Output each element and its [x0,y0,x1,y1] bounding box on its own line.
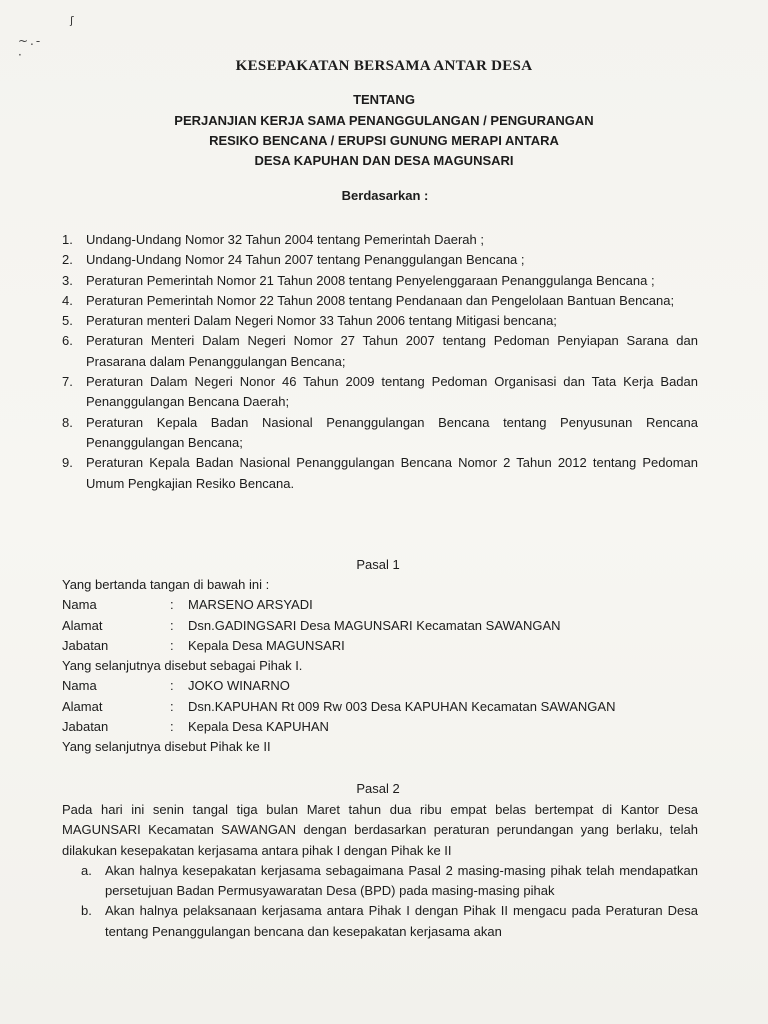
reference-number: 3. [62,272,73,288]
reference-item [62,311,698,331]
party2-note: Yang selanjutnya disebut Pihak ke II [62,739,271,755]
field-colon: : [170,617,174,633]
pasal-2-intro: Pada hari ini senin tangal tiga bulan Maret tahun dua ribu empat belas bertempat di Kantor Desa MAGUNSARI Kecamatan SAWANGAN dengan berdasarkan peraturan perundangan yang berlaku, telah dilakukan kesepakatan kerjasama antara pihak I dengan Pihak ke II [62,802,698,858]
reference-number: 2. [62,252,73,268]
item-text: Akan halnya pelaksanaan kerjasama antara Pihak I dengan Pihak II mengacu pada Peraturan Desa tentang Penanggulangan bencana dan kesepakatan kerjasama akan [105,903,698,939]
field-label: Jabatan [62,719,109,735]
field-colon: : [170,637,174,653]
item-text: Akan halnya kesepakatan kerjasama sebagaimana Pasal 2 masing-masing pihak telah mendapatkan persetujuan Badan Permusyawaratan Desa (BPD) pada masing-masing pihak [105,862,698,899]
reference-item [62,331,698,372]
reference-number: 9. [62,455,73,471]
pasal-2-heading: Pasal 2 [356,781,400,796]
field-label: Alamat [62,698,103,714]
party2-address-row [62,697,698,717]
reference-number: 5. [62,313,73,329]
field-colon: : [170,597,174,613]
field-colon: : [170,678,174,694]
scan-dash-mark: ~.- · [18,34,43,62]
reference-text: Undang-Undang Nomor 24 Tahun 2007 tentang Penanggulangan Bencana ; [86,252,525,268]
field-value: Kepala Desa KAPUHAN [188,719,329,735]
pasal-2-item [81,901,698,942]
reference-text: Peraturan Kepala Badan Nasional Penanggulangan Bencana Nomor 2 Tahun 2012 tentang Pedoman Umum Pengkajian Resiko Bencana. [86,455,698,491]
party1-position-row [62,636,698,656]
reference-number: 7. [62,374,73,390]
document-subtitle [0,90,768,171]
item-letter: b. [81,903,92,919]
field-value: Dsn.GADINGSARI Desa MAGUNSARI Kecamatan SAWANGAN [188,617,561,633]
berdasarkan-heading: Berdasarkan : [341,188,429,203]
subtitle-line: TENTANG [353,92,415,107]
reference-number: 1. [62,232,73,247]
pasal-2-item [81,861,698,902]
field-label: Alamat [62,617,103,633]
reference-item [62,372,698,413]
reference-item [62,453,698,494]
reference-text: Peraturan Pemerintah Nomor 21 Tahun 2008 tentang Penyelenggaraan Penanggulanga Bencana ; [86,272,655,288]
reference-number: 8. [62,414,73,430]
subtitle-line: RESIKO BENCANA / ERUPSI GUNUNG MERAPI ANTARA [209,133,559,148]
field-colon: : [170,719,174,735]
reference-text: Undang-Undang Nomor 32 Tahun 2004 tentang Pemerintah Daerah ; [86,232,484,247]
field-label: Jabatan [62,637,109,653]
field-label: Nama [62,678,97,694]
reference-number: 4. [62,292,73,308]
party1-name-row [62,595,698,615]
item-letter: a. [81,862,92,878]
field-value: JOKO WINARNO [188,678,290,694]
reference-text: Peraturan Menteri Dalam Negeri Nomor 27 Tahun 2007 tentang Pedoman Penyiapan Sarana dan Prasarana dalam Penanggulangan Bencana; [86,333,698,369]
reference-text: Peraturan Dalam Negeri Nonor 46 Tahun 2009 tentang Pedoman Organisasi dan Tata Kerja Badan Penanggulangan Bencana Daerah; [86,374,698,410]
pasal-2-list [62,861,698,942]
field-value: MARSENO ARSYADI [188,597,313,613]
document-title: KESEPAKATAN BERSAMA ANTAR DESA [235,58,533,74]
party1-note: Yang selanjutnya disebut sebagai Pihak I. [62,658,303,674]
reference-item [62,271,698,291]
reference-number: 6. [62,333,73,349]
pasal-1-body [62,575,698,758]
field-value: Kepala Desa MAGUNSARI [188,637,345,653]
reference-item [62,230,698,250]
reference-text: Peraturan Kepala Badan Nasional Penanggulangan Bencana tentang Penyusunan Rencana Penanggulangan Bencana; [86,414,698,450]
party1-address-row [62,616,698,636]
reference-item [62,291,698,311]
field-colon: : [170,698,174,714]
pasal-2-body [62,800,698,942]
reference-list [62,230,698,494]
reference-item [62,413,698,454]
field-value: Dsn.KAPUHAN Rt 009 Rw 003 Desa KAPUHAN Kecamatan SAWANGAN [188,698,616,714]
party2-position-row [62,717,698,737]
pasal-1-heading: Pasal 1 [356,557,400,572]
subtitle-line: PERJANJIAN KERJA SAMA PENANGGULANGAN / PENGURANGAN [174,113,594,128]
field-label: Nama [62,597,97,613]
reference-text: Peraturan menteri Dalam Negeri Nomor 33 Tahun 2006 tentang Mitigasi bencana; [86,313,557,329]
party2-name-row [62,676,698,696]
reference-item [62,250,698,270]
reference-text: Peraturan Pemerintah Nomor 22 Tahun 2008 tentang Pendanaan dan Pengelolaan Bantuan Bencana; [86,292,675,308]
pasal-1-intro: Yang bertanda tangan di bawah ini : [62,577,270,592]
scan-tick-mark: ʃ [70,14,76,27]
subtitle-line: DESA KAPUHAN DAN DESA MAGUNSARI [254,153,514,168]
